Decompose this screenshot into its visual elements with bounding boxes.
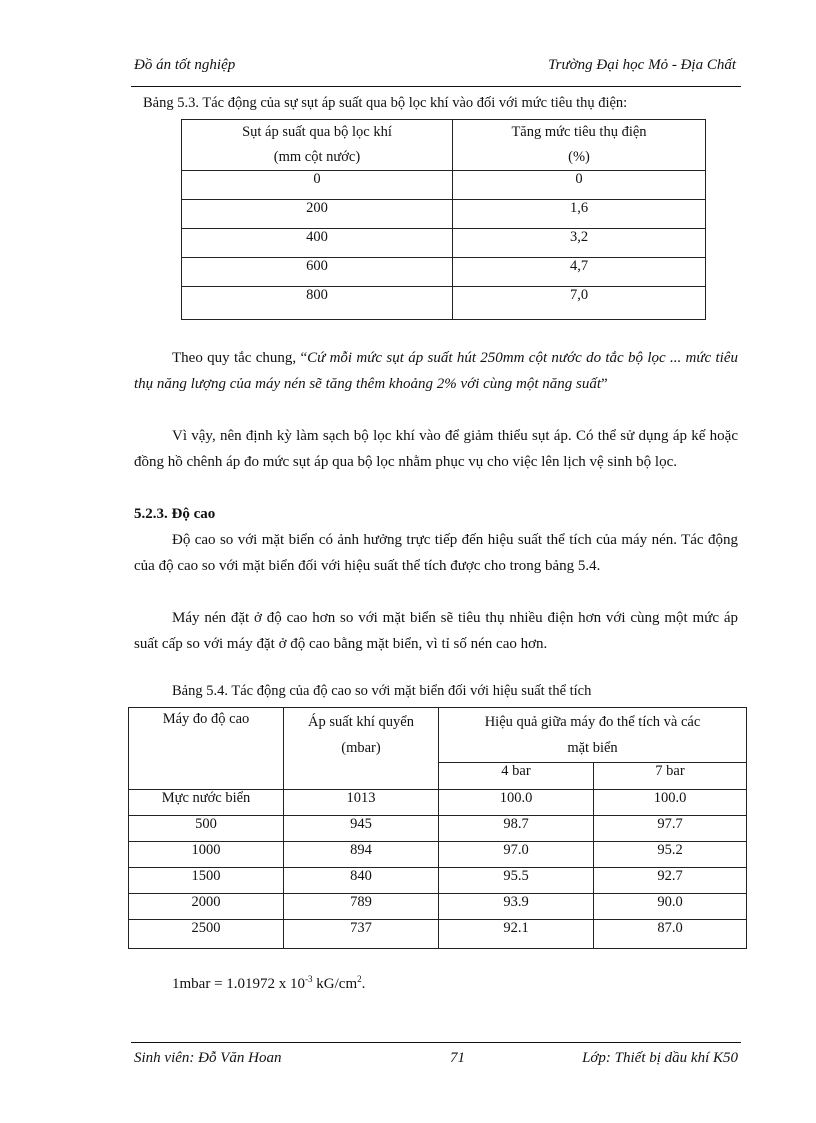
table-row	[129, 894, 747, 920]
header-left: Đồ án tốt nghiệp	[134, 57, 236, 73]
table-cell: 92.1	[439, 920, 594, 949]
table-row	[182, 200, 706, 229]
table-cell: 1000	[129, 842, 284, 868]
table-cell: 1013	[284, 790, 439, 816]
table-cell: 95.5	[439, 868, 594, 894]
table-row	[182, 171, 706, 200]
paragraph-compressor: Máy nén đặt ở độ cao hơn so với mặt biển sẽ tiêu thụ nhiều điện hơn với cùng một mức áp suất cấp so với máy đặt ở độ cao bằng mặt biển, vì tỉ số nén cao hơn.	[134, 610, 738, 652]
section-heading: 5.2.3. Độ cao	[134, 506, 216, 522]
table-cell: 0	[453, 171, 706, 200]
table-cell: 92.7	[594, 868, 747, 894]
table-row	[129, 790, 747, 816]
table-row	[129, 920, 747, 949]
paragraph-quote: Theo quy tắc chung, “Cứ mỗi mức sụt áp suất hút 250mm cột nước do tắc bộ lọc ... mức tiêu thụ năng lượng của máy nén sẽ tăng thêm khoảng 2% với cùng một năng suất”	[134, 350, 738, 392]
table-cell: 0	[182, 171, 453, 200]
table54	[128, 707, 747, 949]
table-cell: 2000	[129, 894, 284, 920]
table-cell: 90.0	[594, 894, 747, 920]
header-rule	[131, 86, 741, 87]
table-cell: 945	[284, 816, 439, 842]
table-cell: 737	[284, 920, 439, 949]
table-row	[182, 229, 706, 258]
table-cell: 789	[284, 894, 439, 920]
page-number: 71	[450, 1050, 465, 1066]
table54-header-efficiency: Hiệu quả giữa máy đo thể tích và các mặt biển	[439, 708, 747, 763]
table-cell: 7,0	[453, 287, 706, 320]
table-cell: 3,2	[453, 229, 706, 258]
paragraph-altitude: Độ cao so với mặt biển có ảnh hưởng trực tiếp đến hiệu suất thể tích của máy nén. Tác động của độ cao so với mặt biển đối với hiệu suất thể tích được cho trong bảng 5.4.	[134, 532, 738, 574]
table53-header-col1: Sụt áp suất qua bộ lọc khí (mm cột nước)	[182, 120, 453, 171]
table-cell: 4,7	[453, 258, 706, 287]
table-row	[129, 868, 747, 894]
table-cell: 97.7	[594, 816, 747, 842]
paragraph-cleaning: Vì vậy, nên định kỳ làm sạch bộ lọc khí vào để giảm thiểu sụt áp. Có thể sử dụng áp kế hoặc đồng hồ chênh áp đo mức sụt áp qua bộ lọc nhằm phục vụ cho việc lên lịch vệ sinh bộ lọc.	[134, 428, 738, 470]
table54-header-pressure: Áp suất khí quyển (mbar)	[284, 708, 439, 790]
footer-student: Sinh viên: Đỗ Văn Hoan	[134, 1050, 282, 1066]
table-row	[182, 287, 706, 320]
header-right: Trường Đại học Mỏ - Địa Chất	[548, 57, 736, 73]
table-cell: 400	[182, 229, 453, 258]
table-cell: 1,6	[453, 200, 706, 229]
table-cell: 894	[284, 842, 439, 868]
footer-class: Lớp: Thiết bị dầu khí K50	[582, 1050, 738, 1066]
table-cell: 93.9	[439, 894, 594, 920]
table-cell: 1500	[129, 868, 284, 894]
table-cell: 100.0	[594, 790, 747, 816]
table-cell: 87.0	[594, 920, 747, 949]
table-cell: 200	[182, 200, 453, 229]
table-cell: 500	[129, 816, 284, 842]
table-cell: 2500	[129, 920, 284, 949]
table-cell: 95.2	[594, 842, 747, 868]
table-cell: 100.0	[439, 790, 594, 816]
table53-caption: Bảng 5.3. Tác động của sự sụt áp suất qua bộ lọc khí vào đối với mức tiêu thụ điện:	[143, 95, 628, 111]
table54-caption: Bảng 5.4. Tác động của độ cao so với mặt biển đối với hiệu suất thể tích	[172, 683, 592, 699]
table-row	[129, 842, 747, 868]
table54-header-altitude: Máy đo độ cao	[129, 708, 284, 790]
table-cell: Mực nước biển	[129, 790, 284, 816]
table54-subheader-4bar: 4 bar	[439, 763, 594, 790]
table-cell: 600	[182, 258, 453, 287]
table54-subheader-7bar: 7 bar	[594, 763, 747, 790]
table53	[181, 119, 706, 320]
unit-note: 1mbar = 1.01972 x $10^{-3}$ $kG/cm^2$.	[172, 974, 366, 992]
table-cell: 800	[182, 287, 453, 320]
table-cell: 97.0	[439, 842, 594, 868]
table-row	[182, 258, 706, 287]
footer-rule	[131, 1042, 741, 1043]
table-cell: 840	[284, 868, 439, 894]
table53-header-col2: Tăng mức tiêu thụ điện (%)	[453, 120, 706, 171]
table-row	[129, 816, 747, 842]
table-cell: 98.7	[439, 816, 594, 842]
